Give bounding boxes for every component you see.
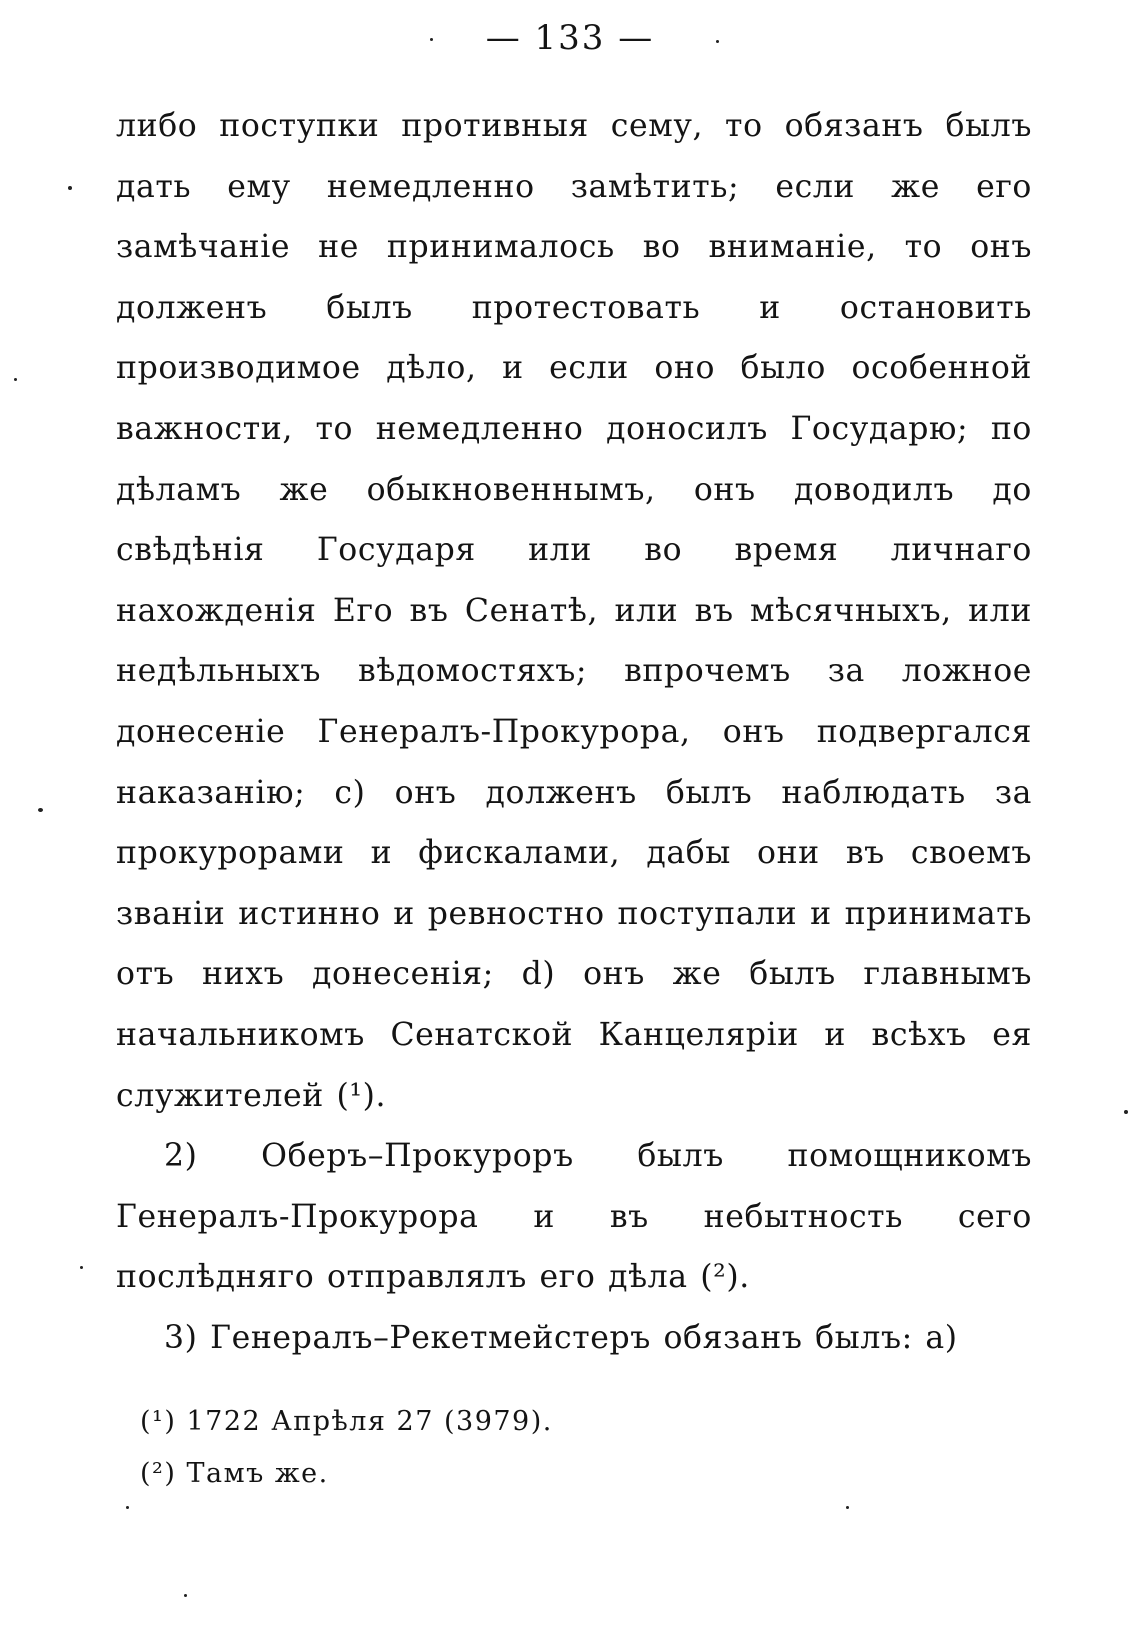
scan-speck: [68, 186, 72, 190]
scan-speck: [38, 808, 43, 812]
footnote: (²) Тамъ же.: [140, 1458, 329, 1489]
paragraph: 2) Оберъ–Прокуроръ былъ помощникомъ Генералъ-Прокурора и въ небытность сего послѣдняго отправлялъ его дѣла (²).: [116, 1138, 1032, 1296]
footnotes: [140, 1396, 940, 1500]
scan-speck: [846, 1506, 849, 1509]
scan-speck: [80, 1266, 83, 1269]
scan-speck: [184, 1594, 187, 1597]
scan-speck: [1124, 1110, 1128, 1114]
main-text: [116, 96, 1032, 1368]
scan-speck: [430, 38, 433, 41]
paragraph: либо поступки противныя сему, то обязанъ былъ дать ему немедленно замѣтить; если же его замѣчаніе не принималось во вниманіе, то онъ долженъ былъ протестовать и остановить производимое дѣло, и если оно было особенной важности, то немедленно доносилъ Государю; по дѣламъ же обыкновеннымъ, онъ доводилъ до свѣдѣнія Государя или во время личнаго нахожденія Его въ Сенатѣ, или въ мѣсячныхъ, или недѣльныхъ вѣдомостяхъ; впрочемъ за ложное донесеніе Генералъ-Прокурора, онъ подвергался наказанію; c) онъ долженъ былъ наблюдать за прокурорами и фискалами, дабы они въ своемъ званіи истинно и ревностно поступали и принимать отъ нихъ донесенія; d) онъ же былъ главнымъ начальникомъ Сенатской Канцеляріи и всѣхъ ея служителей (¹).: [116, 108, 1032, 1114]
footnote: (¹) 1722 Апрѣля 27 (3979).: [140, 1406, 553, 1437]
scan-speck: [14, 378, 17, 381]
scan-speck: [716, 40, 719, 43]
page-number: — 133 —: [485, 18, 655, 58]
paragraph: 3) Генералъ–Рекетмейстеръ обязанъ былъ: а): [164, 1319, 958, 1356]
scan-speck: [126, 1506, 129, 1509]
